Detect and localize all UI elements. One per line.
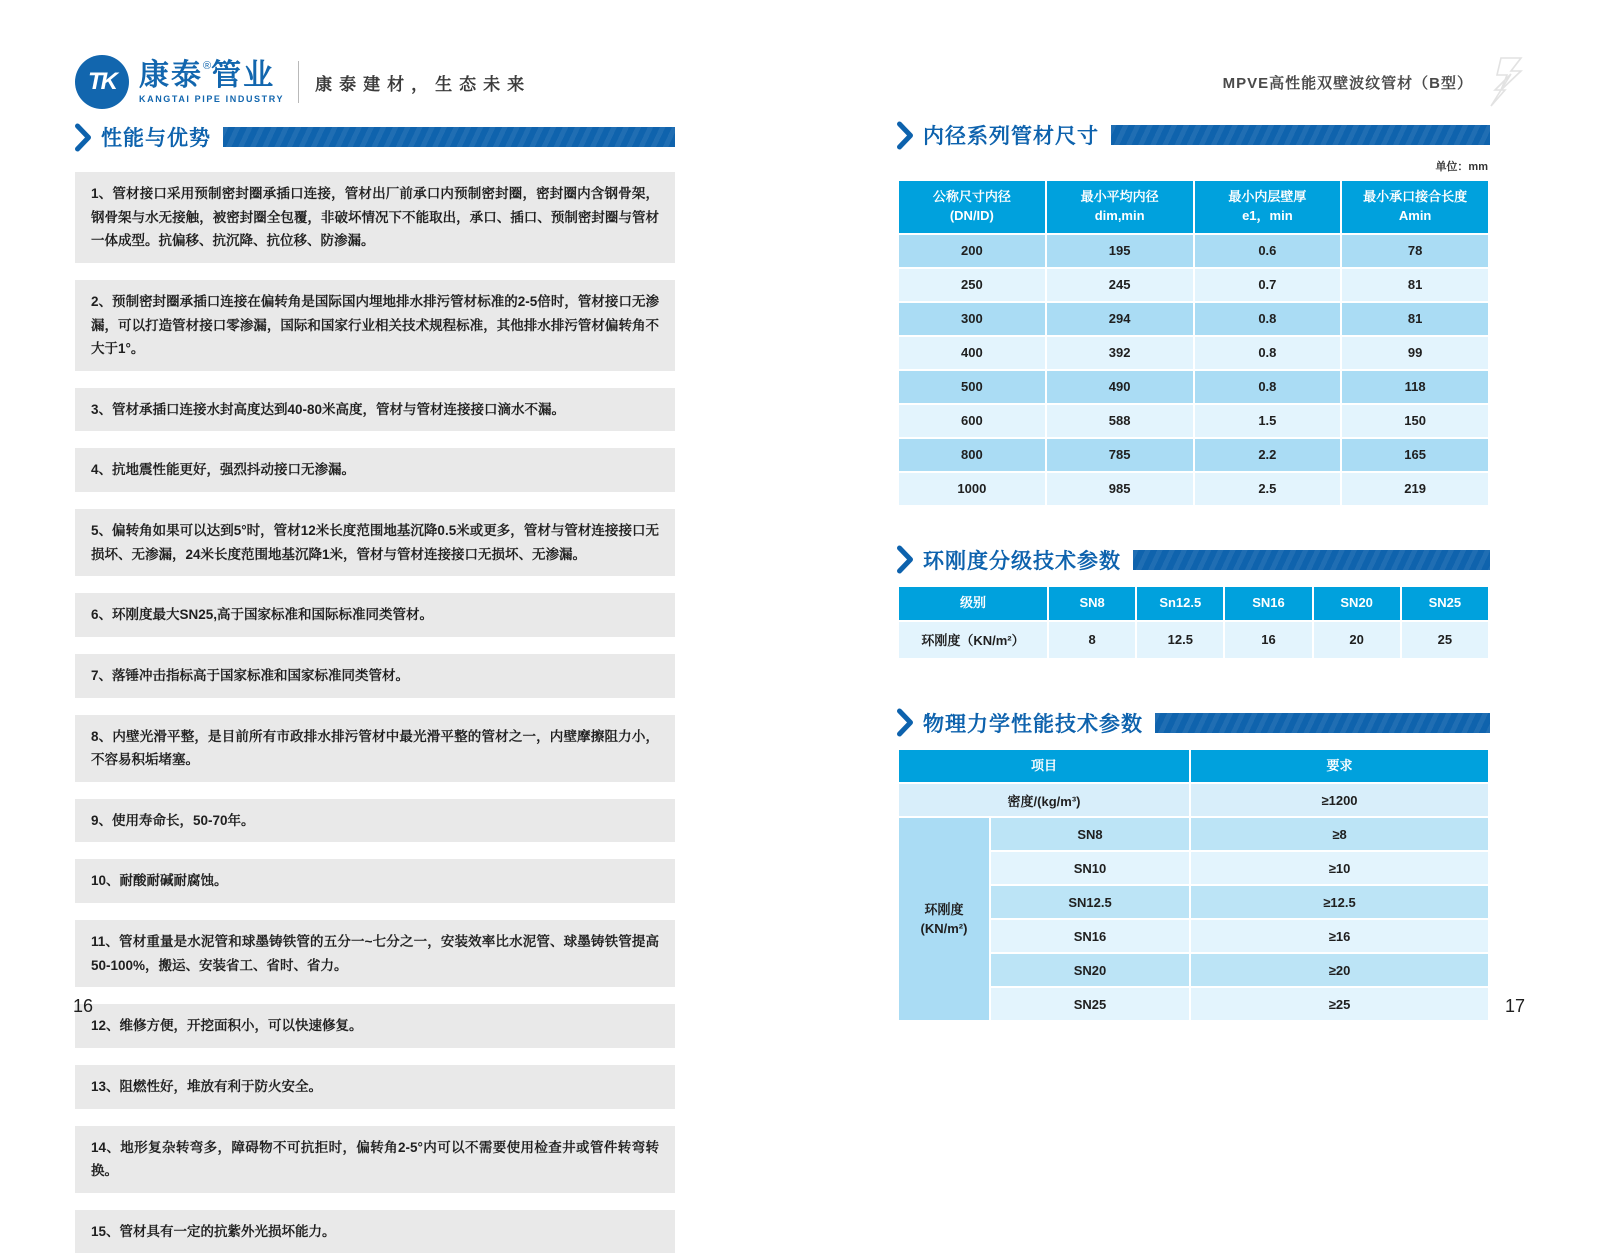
advantages-section-header (75, 122, 675, 152)
cell: ≥10 (1191, 852, 1488, 884)
cell: ≥1200 (1191, 784, 1488, 816)
brand-text-block (139, 58, 285, 104)
stiffness-section-title: 环刚度分级技术参数 (923, 549, 1121, 573)
cell: 250 (899, 269, 1045, 301)
list-item: 4、抗地震性能更好，强烈抖动接口无渗漏。 (75, 448, 675, 492)
brand-name: 康泰®管业 (139, 58, 276, 92)
table-row (899, 473, 1488, 505)
cell: 8 (1049, 622, 1135, 658)
cell: SN8 (991, 818, 1189, 850)
cell: 500 (899, 371, 1045, 403)
cell: 0.8 (1195, 303, 1341, 335)
column-header: 要求 (1191, 750, 1488, 783)
cell: SN25 (991, 988, 1189, 1020)
unit-label: 单位：mm (1435, 161, 1488, 173)
page-number-left: 16 (73, 996, 94, 1016)
list-item: 2、预制密封圈承插口连接在偏转角是国际国内埋地排水排污管材标准的2-5倍时，管材接口无渗漏，可以打造管材接口零渗漏，国际和国家行业相关技术规程标准，其他排水排污管材偏转角不大于1°。 (75, 280, 675, 371)
company-logo (75, 55, 284, 109)
list-item: 15、管材具有一定的抗紫外光损坏能力。 (75, 1210, 675, 1253)
section-title-bar (1111, 125, 1490, 145)
column-header: 项目 (899, 750, 1189, 783)
cell: 294 (1047, 303, 1193, 335)
table-row (899, 784, 1488, 816)
stiffness-table (897, 585, 1490, 660)
section-chevron-icon (897, 709, 914, 736)
header-divider (298, 61, 299, 103)
column-header: 最小平均内径 dim,min (1047, 181, 1193, 233)
physical-table (897, 748, 1490, 1023)
section-title-bar (1155, 713, 1490, 733)
cell: 392 (1047, 337, 1193, 369)
cell: 1000 (899, 473, 1045, 505)
cell: 150 (1342, 405, 1488, 437)
list-item: 13、阻燃性好，堆放有利于防火安全。 (75, 1065, 675, 1109)
cell: 78 (1342, 235, 1488, 267)
column-header: 级别 (899, 587, 1047, 620)
list-item: 1、管材接口采用预制密封圈承插口连接，管材出厂前承口内预制密封圈，密封圈内含钢骨架，钢骨架与水无接触，被密封圈全包覆，非破坏情况下不能取出，承口、插口、预制密封圈与管材一体成型。抗偏移、抗沉降、抗位移、防渗漏。 (75, 172, 675, 263)
table-row (899, 303, 1488, 335)
table-row (899, 337, 1488, 369)
list-item: 8、内壁光滑平整，是目前所有市政排水排污管材中最光滑平整的管材之一，内壁摩擦阻力小，不容易积垢堵塞。 (75, 715, 675, 782)
column-header: SN16 (1225, 587, 1311, 620)
cell: 2.2 (1195, 439, 1341, 471)
brand-subtitle: KANGTAI PIPE INDUSTRY (139, 93, 285, 104)
table-row (899, 371, 1488, 403)
advantages-title: 性能与优势 (101, 127, 211, 150)
cell: 300 (899, 303, 1045, 335)
column-header: 公称尺寸内径 (DN/ID) (899, 181, 1045, 233)
cell: 99 (1342, 337, 1488, 369)
column-header: 最小内层壁厚 e1，min (1195, 181, 1341, 233)
cell: 165 (1342, 439, 1488, 471)
column-header: SN8 (1049, 587, 1135, 620)
cell: 0.7 (1195, 269, 1341, 301)
cell: ≥16 (1191, 920, 1488, 952)
section-chevron-icon (897, 122, 914, 149)
cell: SN12.5 (991, 886, 1189, 918)
cell: 219 (1342, 473, 1488, 505)
row-label: 密度/(kg/m³) (899, 784, 1189, 816)
stiffness-section-header (897, 545, 1490, 575)
table-row (899, 235, 1488, 267)
company-slogan: 康泰建材，生态未来 (315, 74, 532, 94)
table-row (899, 269, 1488, 301)
size-section-title: 内径系列管材尺寸 (923, 125, 1099, 148)
cell: 0.6 (1195, 235, 1341, 267)
physical-section-title: 物理力学性能技术参数 (923, 712, 1143, 736)
section-title-bar (1133, 550, 1490, 570)
cell: 12.5 (1137, 622, 1223, 658)
table-row (899, 405, 1488, 437)
registered-mark: ® (203, 59, 212, 72)
group-label: 环刚度 (KN/m²) (899, 818, 989, 1020)
advantages-section (75, 122, 675, 1253)
section-title-bar (223, 127, 675, 147)
column-header: 最小承口接合长度 Amin (1342, 181, 1488, 233)
table-row (899, 439, 1488, 471)
cell: 600 (899, 405, 1045, 437)
cell: 25 (1402, 622, 1488, 658)
cell: 985 (1047, 473, 1193, 505)
cell: 245 (1047, 269, 1193, 301)
list-item: 6、环刚度最大SN25,高于国家标准和国际标准同类管材。 (75, 593, 675, 637)
section-chevron-icon (897, 546, 914, 573)
column-header: SN25 (1402, 587, 1488, 620)
cell: 81 (1342, 303, 1488, 335)
cell: 785 (1047, 439, 1193, 471)
specs-column (897, 120, 1490, 1022)
cell: 195 (1047, 235, 1193, 267)
size-section-header (897, 120, 1490, 150)
section-chevron-icon (75, 124, 92, 151)
cell: ≥12.5 (1191, 886, 1488, 918)
cell: 800 (899, 439, 1045, 471)
list-item: 10、耐酸耐碱耐腐蚀。 (75, 859, 675, 903)
cell: 0.8 (1195, 337, 1341, 369)
cell: ≥8 (1191, 818, 1488, 850)
cell: ≥25 (1191, 988, 1488, 1020)
cell: 2.5 (1195, 473, 1341, 505)
cell: SN16 (991, 920, 1189, 952)
page-number-right: 17 (1504, 996, 1525, 1016)
cell: SN10 (991, 852, 1189, 884)
size-table (897, 179, 1490, 507)
list-item: 7、落锤冲击指标高于国家标准和国家标准同类管材。 (75, 654, 675, 698)
table-row (899, 818, 1488, 850)
table-row (899, 622, 1488, 658)
cell: 118 (1342, 371, 1488, 403)
list-item: 14、地形复杂转弯多，障碍物不可抗拒时，偏转角2-5°内可以不需要使用检查井或管件转弯转换。 (75, 1126, 675, 1193)
double-chevron-icon (1487, 56, 1525, 108)
page-header (75, 52, 1525, 112)
cell: 1.5 (1195, 405, 1341, 437)
physical-section-header (897, 708, 1490, 738)
header-right (1223, 56, 1525, 108)
cell: 81 (1342, 269, 1488, 301)
list-item: 5、偏转角如果可以达到5°时，管材12米长度范围地基沉降0.5米或更多，管材与管材连接接口无损坏、无渗漏，24米长度范围地基沉降1米，管材与管材连接接口无损坏、无渗漏。 (75, 509, 675, 576)
product-series-title: MPVE高性能双壁波纹管材（B型） (1222, 74, 1473, 92)
cell: 200 (899, 235, 1045, 267)
cell: 490 (1047, 371, 1193, 403)
cell: 588 (1047, 405, 1193, 437)
cell: 20 (1314, 622, 1400, 658)
list-item: 9、使用寿命长，50-70年。 (75, 799, 675, 843)
logo-tk-icon: TK (75, 55, 129, 109)
cell: 0.8 (1195, 371, 1341, 403)
advantages-list (75, 172, 675, 1253)
cell: 16 (1225, 622, 1311, 658)
column-header: Sn12.5 (1137, 587, 1223, 620)
list-item: 11、管材重量是水泥管和球墨铸铁管的五分一~七分之一，安装效率比水泥管、球墨铸铁管提高50-100%，搬运、安装省工、省时、省力。 (75, 920, 675, 987)
list-item: 12、维修方便，开挖面积小，可以快速修复。 (75, 1004, 675, 1048)
cell: ≥20 (1191, 954, 1488, 986)
list-item: 3、管材承插口连接水封高度达到40-80米高度，管材与管材连接接口滴水不漏。 (75, 388, 675, 432)
cell: SN20 (991, 954, 1189, 986)
row-label: 环刚度（KN/m²） (899, 622, 1047, 658)
column-header: SN20 (1314, 587, 1400, 620)
cell: 400 (899, 337, 1045, 369)
